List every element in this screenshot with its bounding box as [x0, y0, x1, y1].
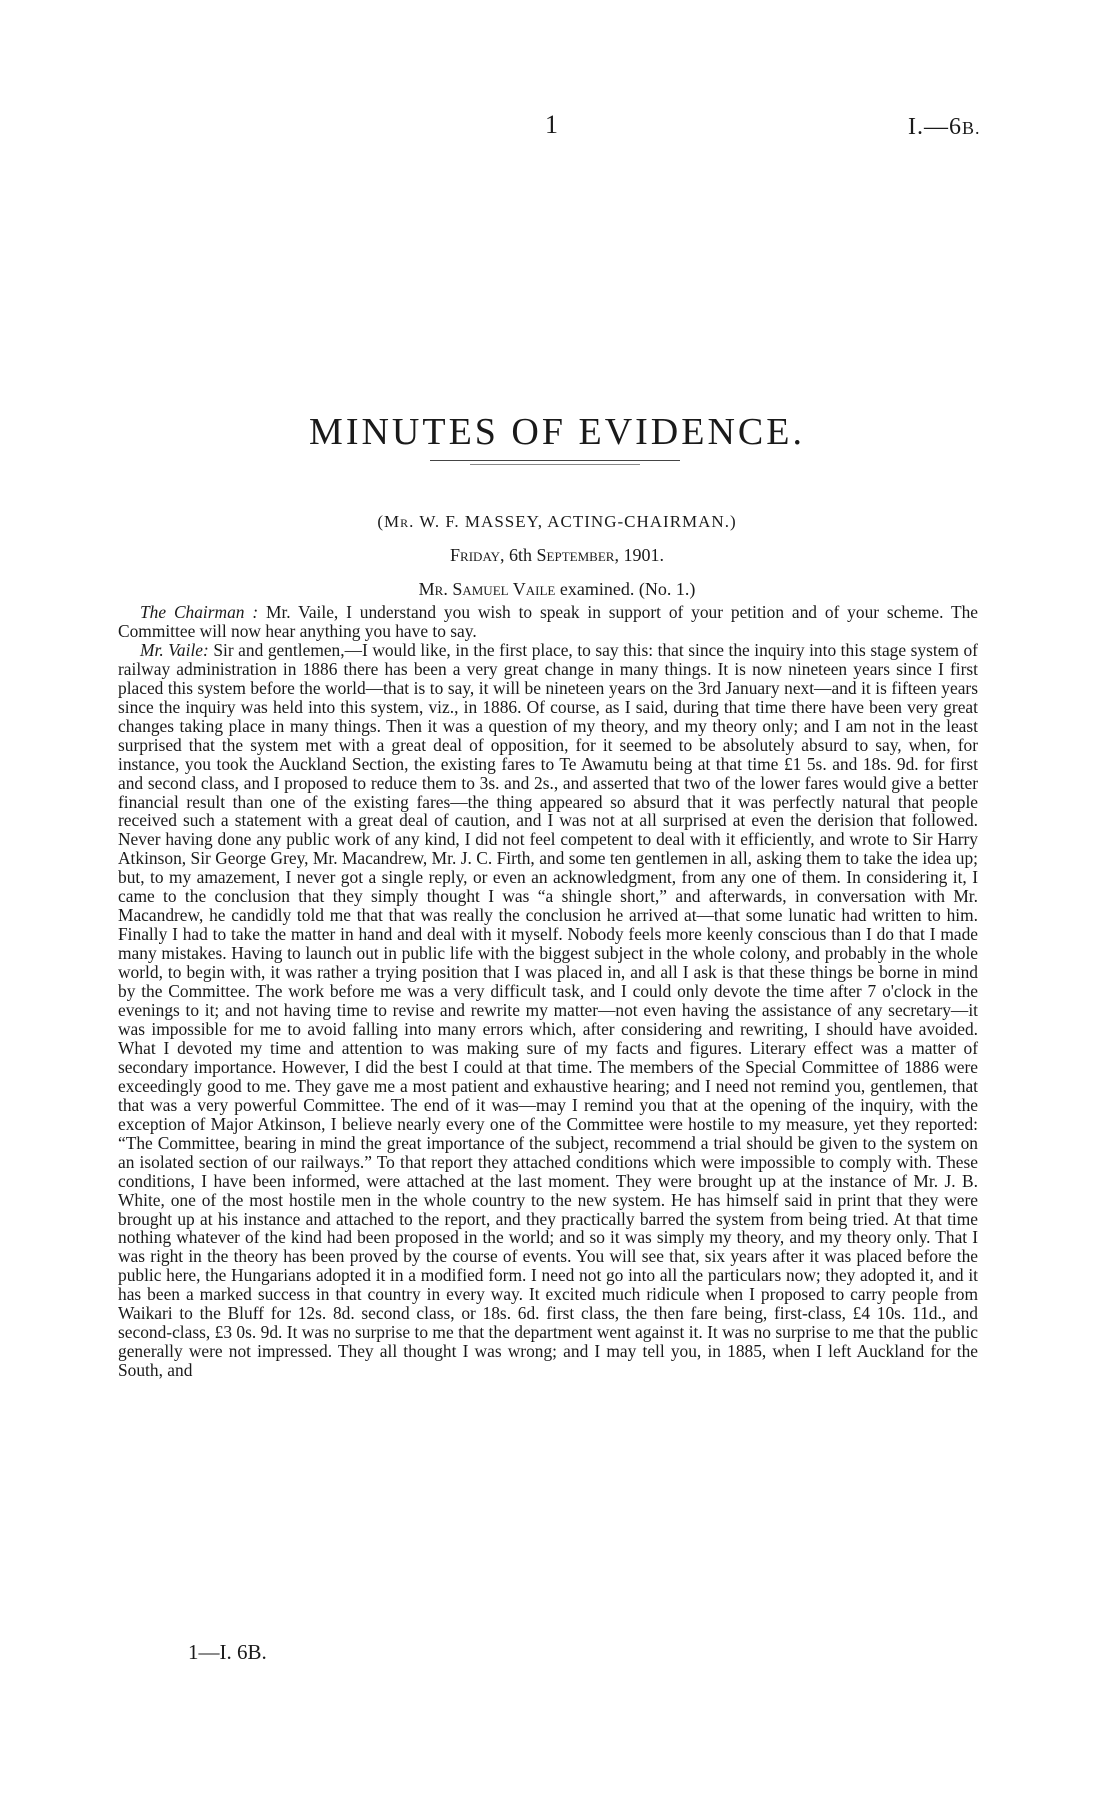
- date-day: Friday,: [450, 545, 505, 565]
- witness-rest: examined. (No. 1.): [559, 579, 696, 599]
- witness-title: Mr.: [418, 579, 448, 599]
- date-line: [0, 545, 1114, 566]
- paragraph-vaile: [118, 641, 978, 1380]
- date-date: 6th: [509, 545, 533, 565]
- paragraph-text: Mr. Vaile, I understand you wish to speak in support of your petition and of your scheme. The Committee will now hear anything you have to say.: [118, 602, 978, 641]
- doc-ref-main: I.—6: [908, 114, 962, 140]
- date-year: 1901.: [623, 545, 664, 565]
- page-title: MINUTES OF EVIDENCE.: [309, 411, 805, 454]
- title-divider: [430, 460, 680, 461]
- speaker-label: The Chairman :: [140, 602, 259, 622]
- speaker-label: Mr. Vaile:: [140, 639, 209, 660]
- page-number: 1: [545, 110, 558, 139]
- paragraph-chairman: [118, 603, 978, 641]
- footer-signature: 1—I. 6B.: [188, 1640, 267, 1664]
- title-divider-short: [470, 464, 640, 465]
- witness-name: Samuel Vaile: [452, 579, 556, 599]
- evidence-body: [118, 603, 978, 1380]
- witness-line: [0, 579, 1114, 600]
- date-month: September,: [536, 545, 619, 565]
- document-reference: [908, 114, 981, 141]
- paragraph-text: Sir and gentlemen,—I would like, in the first place, to say this: that since the inquiry into this stage system of railway administration in 1886 there has been a very great change in many things. It is now nineteen years since I first placed this system before the world—that is to say, it will be nineteen years on the 3rd January next—and it is fifteen years since the inquiry was held into this system, viz., in 1886. Of course, as I said, during that time there have been very great changes taking place in many things. Then it was a question of my theory, and my theory only; and I am not in the least surprised that the system met with a great deal of opposition, for it seemed to be absolutely absurd to say, when, for instance, you took the Auckland Section, the existing fares to Te Awamutu being at that time £1 5s. and 18s. 9d. for first and second class, and I proposed to reduce them to 3s. and 2s., and asserted that two of the lower fares would give a better financial result than one of the existing fares—the thing appeared so absurd that it was perfectly natural that people received such a statement with a great deal of caution, and I was not at all surprised at even the derision that followed. Never having done any public work of any kind, I did not feel competent to deal with it efficiently, and wrote to Sir Harry Atkinson, Sir George Grey, Mr. Macandrew, Mr. J. C. Firth, and some ten gentlemen in all, asking them to take the idea up; but, to my amazement, I never got a single reply, or even an acknowledgment, from any one of them. In considering it, I came to the conclusion that they simply thought I was “a shingle short,” and afterwards, in conversation with Mr. Macandrew, he candidly told me that that was really the conclusion he arrived at—that some lunatic had written to him. Finally I had to take the matter in hand and deal with it myself. Nobody feels more keenly conscious than I do that I made many mistakes. Having to launch out in public life with the biggest subject in the whole colony, and probably in the whole world, to begin with, it was rather a trying position that I was placed in, and all I ask is that these things be borne in mind by the Committee. The work before me was a very difficult task, and I could only devote the time after 7 o'clock in the evenings to it; and not having time to revise and rewrite my matter—not even having the assistance of any secretary—it was impossible for me to avoid falling into many errors which, after considering and rewriting, I should have avoided. What I devoted my time and attention to was making sure of my facts and figures. Literary effect was a matter of secondary importance. However, I did the best I could at that time. The members of the Special Committee of 1886 were exceedingly good to me. They gave me a most patient and exhaustive hearing; and I need not remind you, gentlemen, that that was a very powerful Committee. The end of it was—may I remind you that at the opening of the inquiry, with the exception of Major Atkinson, I believe nearly every one of the Committee were hostile to my measure, yet they reported: “The Committee, bearing in mind the great importance of the subject, recommend a trial should be given to the system on an isolated section of our railways.” To that report they attached conditions which were impossible to comply with. These conditions, I have been informed, were attached at the last moment. They were brought up at the instance of Mr. J. B. White, one of the most hostile men in the whole country to the new system. He has himself said in print that they were brought up at his instance and attached to the report, and they practically barred the system from being tried. At that time nothing whatever of the kind had been proposed in the world; and so it was simply my theory, and my theory only. That I was right in the theory has been proved by the course of events. You will see that, six years after it was placed before the public here, the Hungarians adopted it in a modified form. I need not go into all the particulars now; they adopted it, and it has been a marked success in that country in every way. It excited much ridicule when I proposed to carry people from Waikari to the Bluff for 12s. 8d. second class, or 18s. 6d. first class, the then fare being, first-class, £4 10s. 11d., and second-class, £3 0s. 9d. It was no surprise to me that the department went against it. It was no surprise to me that the public generally were not impressed. They all thought I was wrong; and I may tell you, in 1885, when I left Auckland for the South, and: [118, 639, 978, 1381]
- doc-ref-suffix: B.: [962, 118, 981, 138]
- chairman-line: (Mr. W. F. MASSEY, ACTING-CHAIRMAN.): [377, 512, 737, 531]
